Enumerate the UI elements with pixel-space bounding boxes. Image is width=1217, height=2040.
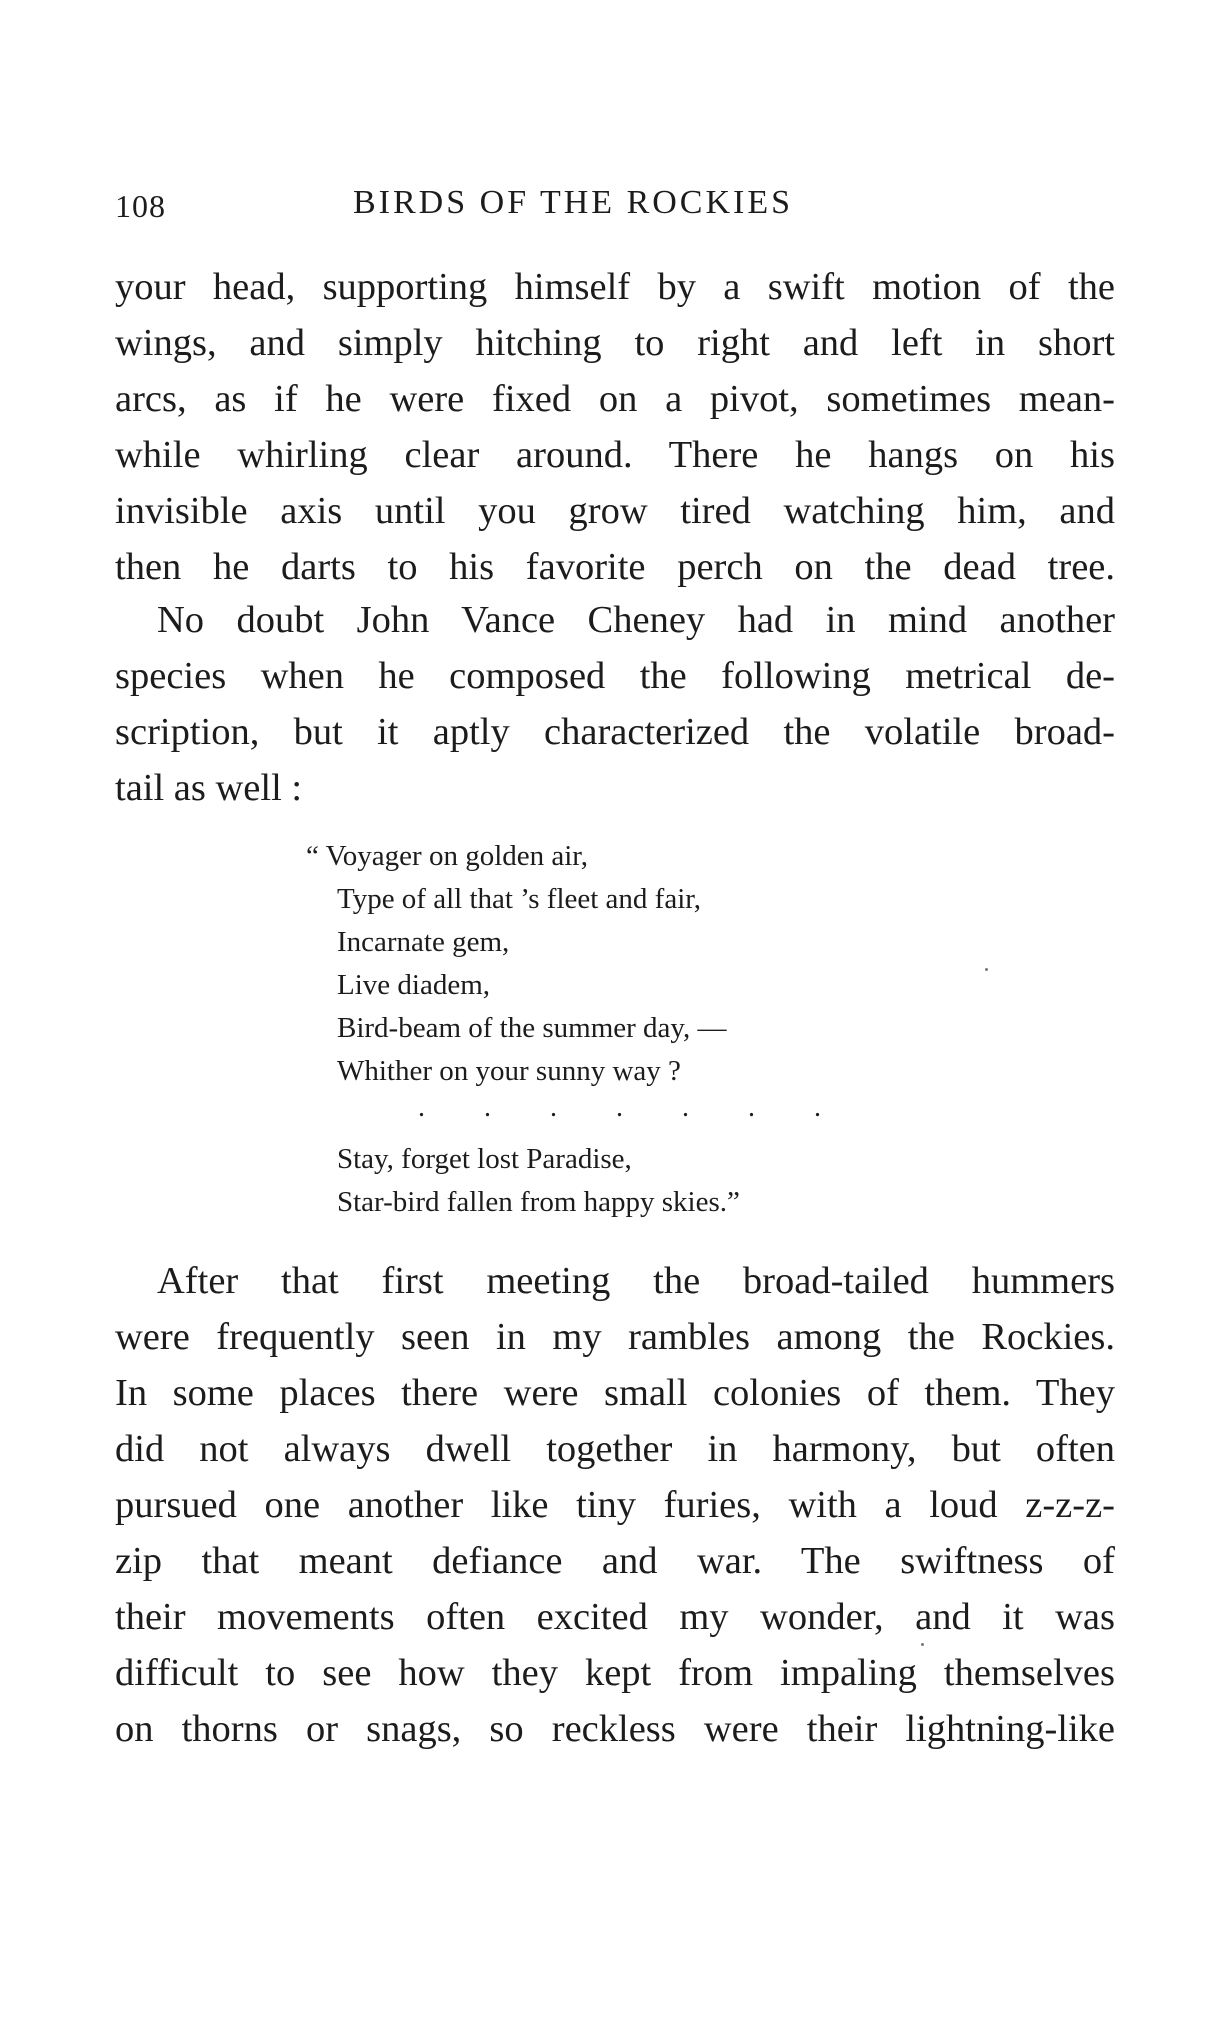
text-line: In some places there were small colonies of them. They bbox=[115, 1372, 1115, 1414]
poem-line: Whither on your sunny way ? bbox=[337, 1055, 681, 1087]
text-line: were frequently seen in my rambles among the Rockies. bbox=[115, 1316, 1115, 1358]
text-line: wings, and simply hitching to right and left in short bbox=[115, 322, 1115, 364]
poem-line: Star-bird fallen from happy skies.” bbox=[337, 1186, 740, 1218]
paragraph-3 bbox=[115, 1253, 1115, 1757]
text-line: on thorns or snags, so reckless were their lightning-like bbox=[115, 1708, 1115, 1750]
text-line: No doubt John Vance Cheney had in mind another bbox=[157, 599, 1115, 641]
text-line: species when he composed the following metrical de- bbox=[115, 655, 1115, 697]
text-line: tail as well : bbox=[115, 767, 303, 809]
poem-line: Live diadem, bbox=[337, 969, 491, 1001]
paper-speck bbox=[921, 1643, 924, 1646]
text-line: did not always dwell together in harmony, but often bbox=[115, 1428, 1115, 1470]
text-line: their movements often excited my wonder, and it was bbox=[115, 1596, 1115, 1638]
text-line: your head, supporting himself by a swift motion of the bbox=[115, 266, 1115, 308]
text-line: arcs, as if he were fixed on a pivot, sometimes mean- bbox=[115, 378, 1115, 420]
poem-line: Type of all that ’s fleet and fair, bbox=[337, 883, 702, 915]
text-line: invisible axis until you grow tired watching him, and bbox=[115, 490, 1115, 532]
running-head bbox=[115, 180, 915, 230]
text-line: then he darts to his favorite perch on the dead tree. bbox=[115, 546, 1115, 588]
poem-ellipsis: . . . . . . . bbox=[418, 1092, 847, 1123]
text-line: After that first meeting the broad-tailed hummers bbox=[157, 1260, 1115, 1302]
text-line: while whirling clear around. There he hangs on his bbox=[115, 434, 1115, 476]
poem-line: Bird-beam of the summer day, — bbox=[337, 1012, 727, 1044]
text-line: pursued one another like tiny furies, with a loud z-z-z- bbox=[115, 1484, 1115, 1526]
paper-speck bbox=[985, 968, 988, 971]
text-line: difficult to see how they kept from impaling themselves bbox=[115, 1652, 1115, 1694]
paragraph-2 bbox=[115, 592, 1115, 816]
poem-line: Stay, forget lost Paradise, bbox=[337, 1143, 632, 1175]
poem-quotation bbox=[306, 835, 847, 1224]
text-line: zip that meant defiance and war. The swiftness of bbox=[115, 1540, 1115, 1582]
running-title: BIRDS OF THE ROCKIES bbox=[353, 184, 794, 221]
paragraph-1 bbox=[115, 259, 1115, 595]
poem-line: “ Voyager on golden air, bbox=[306, 840, 589, 872]
poem-line: Incarnate gem, bbox=[337, 926, 510, 958]
text-line: scription, but it aptly characterized the volatile broad- bbox=[115, 711, 1115, 753]
page-number: 108 bbox=[115, 188, 166, 224]
